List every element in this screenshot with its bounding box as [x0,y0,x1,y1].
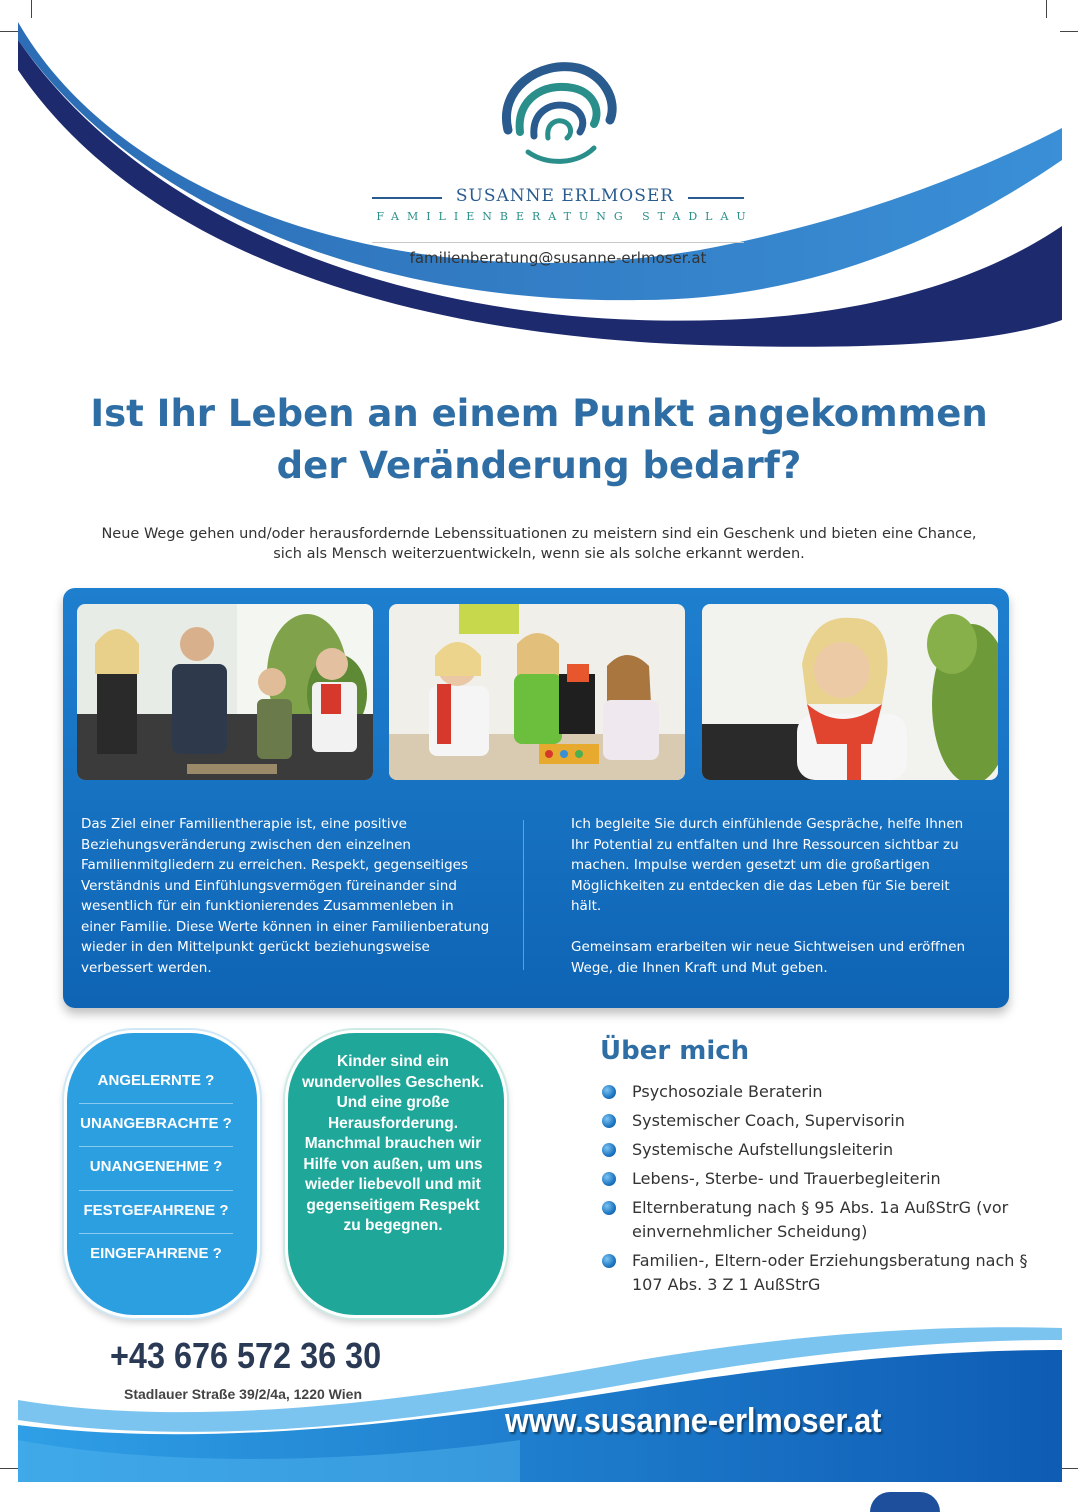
kinder-text: Kinder sind ein wundervolles Geschenk. Und eine große Herausforderung. Manchmal brauchen wir Hilfe von außen, um uns wieder liebevoll und mit gegenseitigem Respekt zu begegnen. [302,1053,484,1234]
question-item: ANGELERNTE ? [97,1072,215,1089]
question-divider [79,1190,233,1191]
panel-divider [523,820,524,970]
brand-name: SUSANNE ERLMOSER [455,186,675,206]
phone-number[interactable]: +43 676 572 36 30 [110,1335,382,1376]
panel-right-text-2: Gemeinsam erarbeiten wir neue Sichtweisen und eröffnen Wege, die Ihnen Kraft und Mut geben. [571,939,966,976]
bullet-icon [602,1085,616,1099]
bullet-icon [602,1114,616,1128]
email-link[interactable]: familienberatung@susanne-erlmoser.at [409,249,707,267]
bullet-icon [602,1201,616,1215]
header-swoosh [0,0,1078,360]
page-headline [60,388,1018,492]
bullet-icon [602,1143,616,1157]
question-divider [79,1146,233,1147]
question-item: EINGEFAHRENE ? [90,1245,222,1262]
about-list-item: Psychosoziale Beraterin [600,1080,1030,1104]
question-item: UNANGEBRACHTE ? [80,1115,232,1132]
panel-right-text-1: Ich begleite Sie durch einfühlende Gespräche, helfe Ihnen Ihr Potential zu entfalten und Ihre Ressourcen sichtbar zu machen. Impulse werden gesetzt um die großartigen Möglichkeiten zu entdecken die das Leben für Sie bereit hält. [571,816,964,914]
about-list-item: Familien-, Eltern-oder Erziehungsberatung nach § 107 Abs. 3 Z 1 AußStrG [600,1249,1030,1297]
brand-rule-left [372,197,442,199]
about-list-item: Elternberatung nach § 95 Abs. 1a AußStrG (vor einvernehmlicher Scheidung) [600,1196,1030,1244]
website-link[interactable]: www.susanne-erlmoser.at [505,1402,882,1440]
question-item: UNANGENEHME ? [89,1158,223,1175]
brand-rule-right [688,197,744,199]
footer-corner-shape [870,1492,940,1512]
about-title: Über mich [600,1036,750,1066]
question-divider [79,1103,233,1104]
counselor-portrait-photo [702,604,998,780]
question-divider [79,1233,233,1234]
header-divider [372,242,744,243]
brand-tagline: FAMILIENBERATUNG STADLAU [376,210,754,223]
panel-left-text: Das Ziel einer Familientherapie ist, eine positive Beziehungsveränderung zwischen den einzelnen Familienmitgliedern zu erreichen. Respekt, gegenseitiges Verständnis und Einfühlungsvermögen füreinander sind wesentlich für ein funktionierendes Zusammenleben in einer Familie. Diese Werte können in einer Familienberatung wieder in den Mittelpunkt gerückt beziehungsweise verbessert werden. [81,816,490,976]
about-list-item: Systemische Aufstellungsleiterin [600,1138,1030,1162]
about-list [600,1080,1030,1302]
bullet-icon [602,1172,616,1186]
about-list-item: Lebens-, Sterbe- und Trauerbegleiterin [600,1167,1030,1191]
intro-text: Neue Wege gehen und/oder herausfordernde Lebenssituationen zu meistern sind ein Geschenk und bieten eine Chance, sich als Mensch weiterzuentwickeln, wenn sie als solche erkannt werden. [101,526,977,562]
headline-line-1: Ist Ihr Leben an einem Punkt angekommen [90,392,988,435]
logo-spiral-icon [498,60,620,170]
family-session-photo [77,604,373,780]
address: Stadlauer Straße 39/2/4a, 1220 Wien [124,1386,362,1402]
headline-line-2: der Veränderung bedarf? [276,444,802,487]
about-list-item: Systemischer Coach, Supervisorin [600,1109,1030,1133]
question-item: FESTGEFAHRENE ? [83,1202,229,1219]
bullet-icon [602,1254,616,1268]
children-play-photo [389,604,685,780]
